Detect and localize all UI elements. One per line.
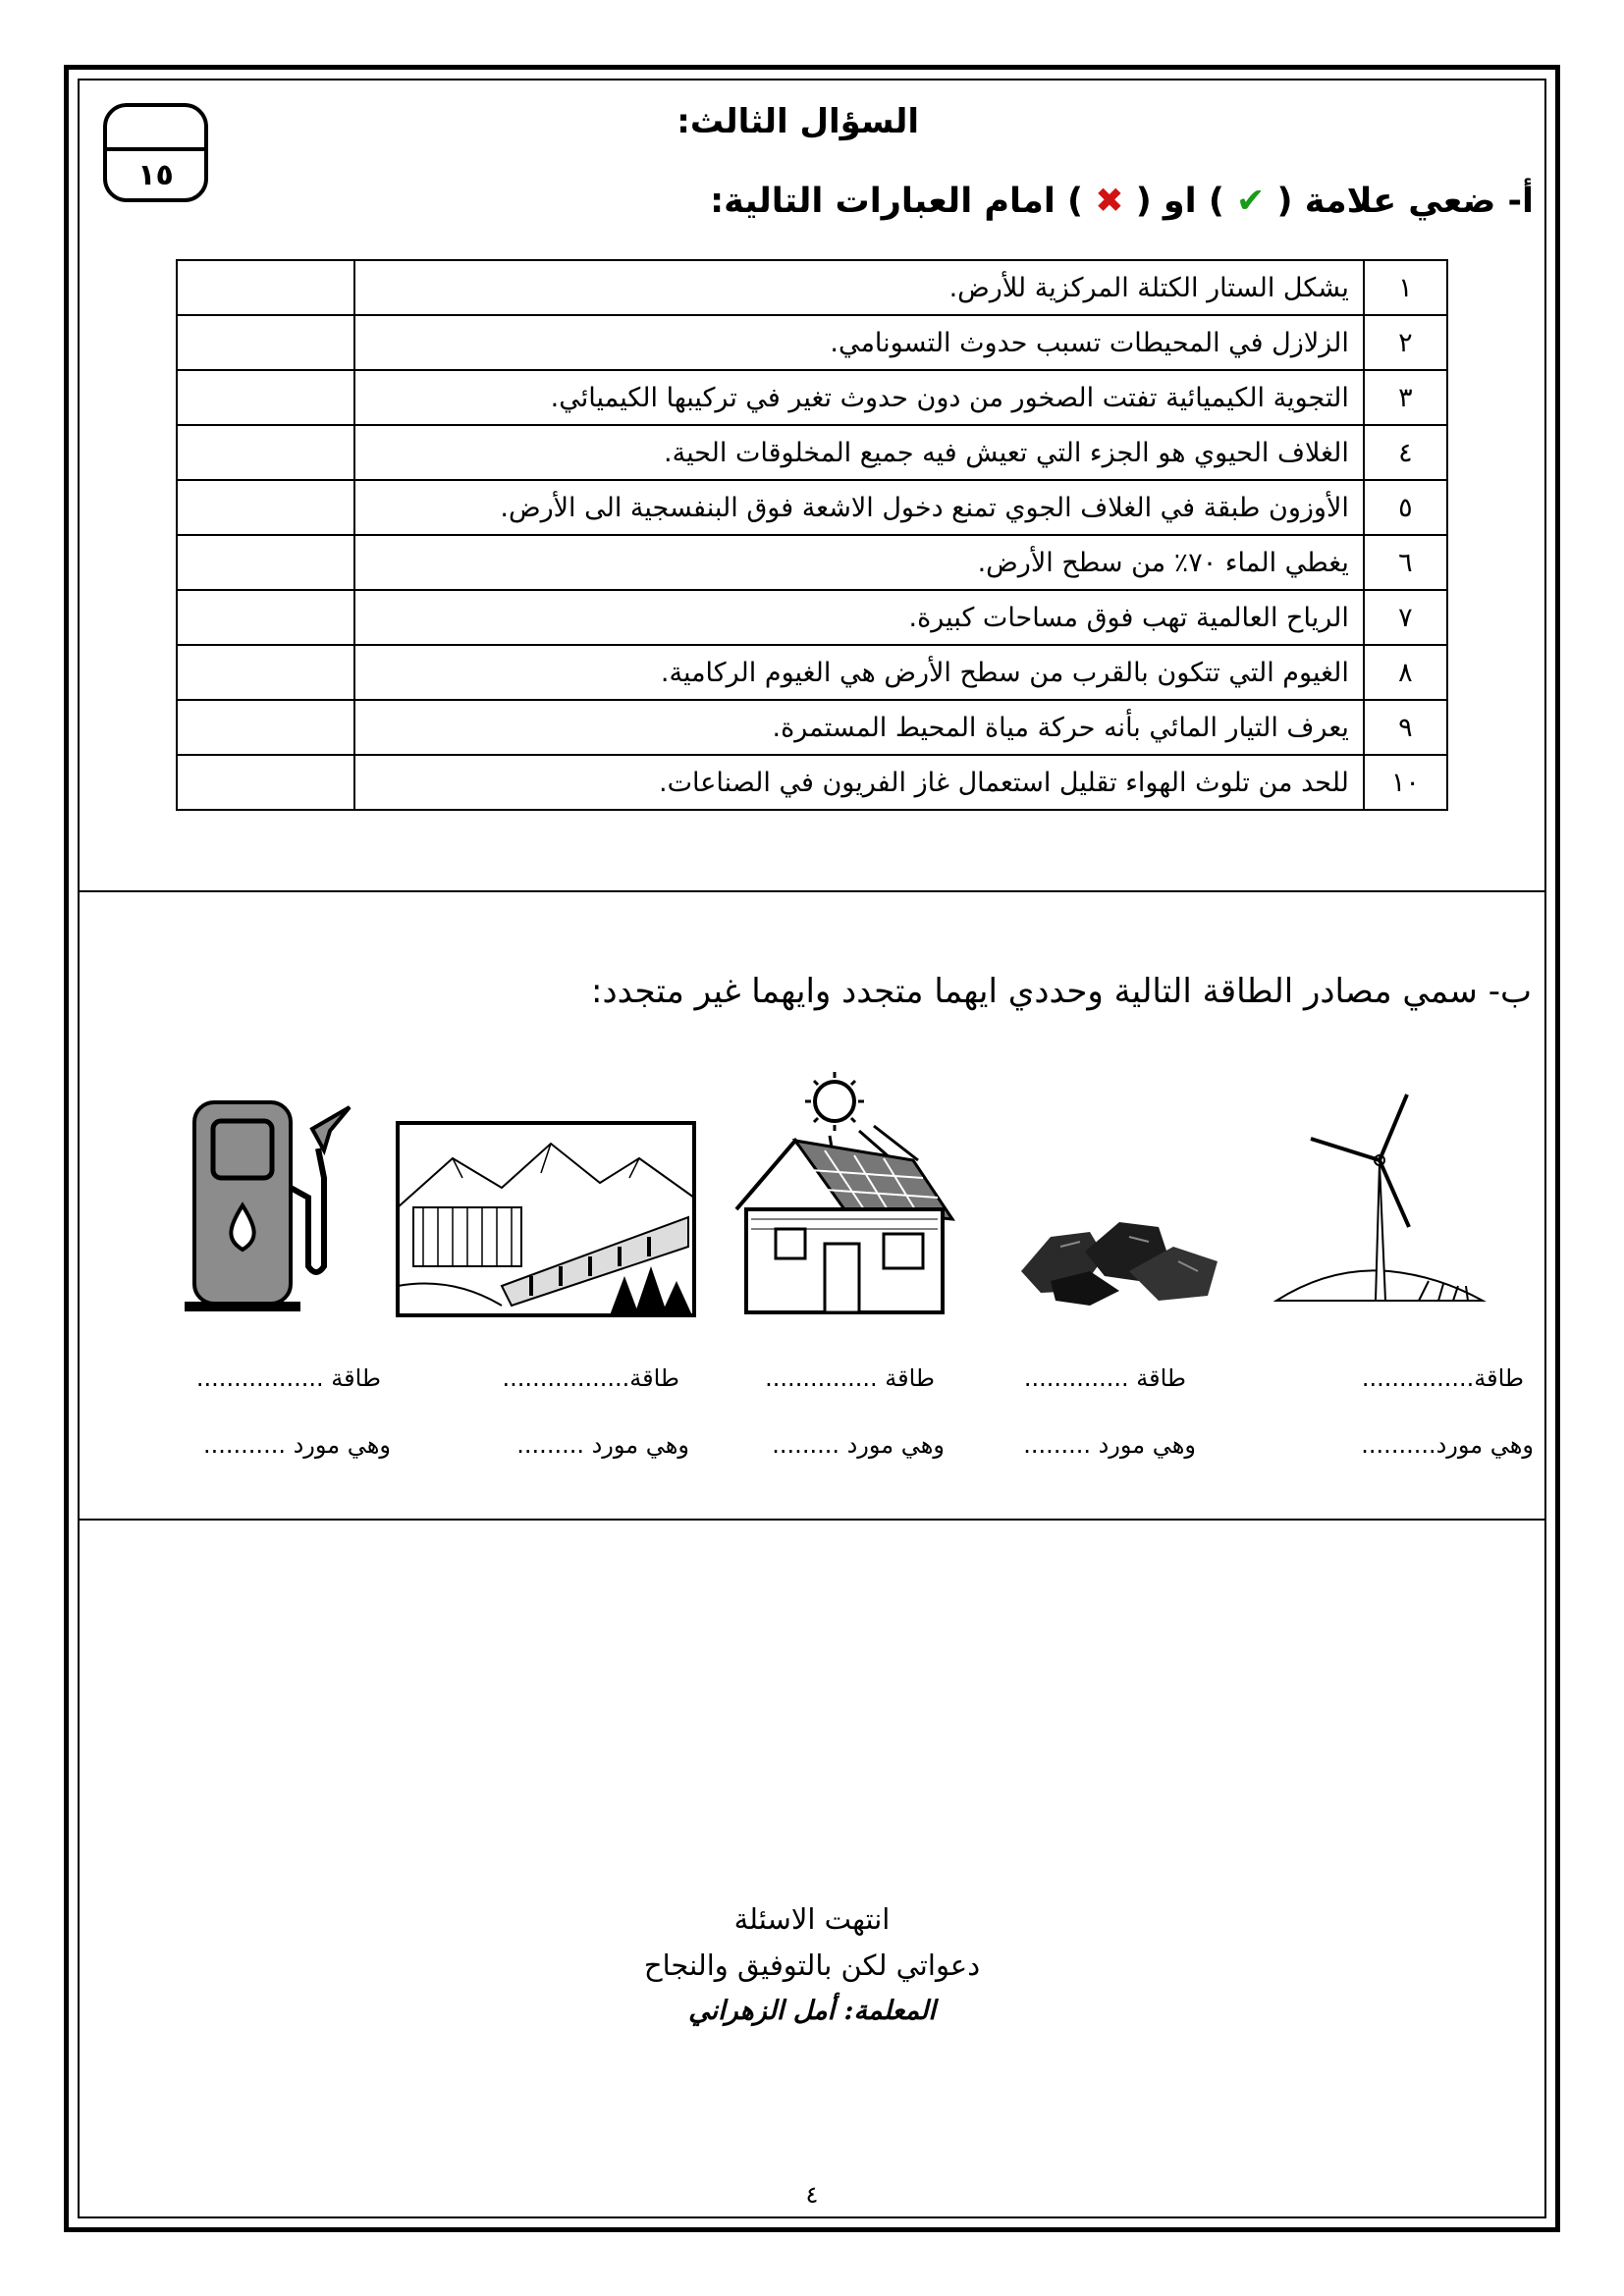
table-row: [177, 645, 1447, 700]
teacher-signature: المعلمة: أمل الزهراني: [688, 1996, 936, 2026]
answer-cell[interactable]: [177, 535, 354, 590]
resource-type-blank[interactable]: وهي مورد .........: [772, 1431, 945, 1459]
energy-name-blank[interactable]: طاقة...............: [1361, 1364, 1524, 1392]
resource-type-blank[interactable]: وهي مورد ...........: [203, 1431, 391, 1459]
cross-mark-icon: ✖: [1095, 182, 1124, 221]
answer-cell[interactable]: [177, 260, 354, 315]
statement-text: التجوية الكيميائية تفتت الصخور من دون حدوث تغير في تركيبها الكيميائي.: [354, 370, 1364, 425]
row-number: ٣: [1364, 370, 1447, 425]
answer-cell[interactable]: [177, 590, 354, 645]
row-number: ٩: [1364, 700, 1447, 755]
statement-text: يغطي الماء ٧٠٪ من سطح الأرض.: [354, 535, 1364, 590]
table-row: [177, 260, 1447, 315]
resource-type-blank[interactable]: وهي مورد .........: [516, 1431, 689, 1459]
solar-house-icon: [727, 1072, 962, 1317]
fuel-pump-icon: [98, 1070, 378, 1325]
statement-text: الأوزون طبقة في الغلاف الجوي تمنع دخول الاشعة فوق البنفسجية الى الأرض.: [354, 480, 1364, 535]
answer-cell[interactable]: [177, 315, 354, 370]
energy-name-blank[interactable]: طاقة ..............: [1023, 1364, 1186, 1392]
page-number: ٤: [805, 2181, 819, 2209]
answer-cell[interactable]: [177, 480, 354, 535]
table-row: [177, 425, 1447, 480]
score-box: [103, 103, 208, 202]
score-divider: [107, 147, 204, 151]
check-mark-icon: ✔: [1236, 182, 1266, 221]
statement-text: الزلازل في المحيطات تسبب حدوث التسونامي.: [354, 315, 1364, 370]
statements-table: [176, 259, 1448, 811]
wind-turbine-icon: [1272, 1090, 1488, 1315]
part-a-instruction: [710, 182, 1534, 221]
statement-text: يعرف التيار المائي بأنه حركة مياة المحيط المستمرة.: [354, 700, 1364, 755]
row-number: ٦: [1364, 535, 1447, 590]
statement-text: للحد من تلوث الهواء تقليل استعمال غاز الفريون في الصناعات.: [354, 755, 1364, 810]
closing-line-2: دعواتي لكن بالتوفيق والنجاح: [643, 1949, 981, 1982]
hydroelectric-dam-icon: [394, 1119, 698, 1320]
row-number: ١٠: [1364, 755, 1447, 810]
section-divider-2: [78, 1519, 1546, 1521]
question-title: السؤال الثالث:: [677, 102, 919, 141]
part-a-between: ) او (: [1135, 182, 1224, 221]
answer-cell[interactable]: [177, 645, 354, 700]
statement-text: الرياح العالمية تهب فوق مساحات كبيرة.: [354, 590, 1364, 645]
row-number: ١: [1364, 260, 1447, 315]
part-a-suffix: ) امام العبارات التالية:: [710, 182, 1084, 221]
table-row: [177, 590, 1447, 645]
section-divider-1: [78, 890, 1546, 892]
row-number: ٥: [1364, 480, 1447, 535]
statement-text: يشكل الستار الكتلة المركزية للأرض.: [354, 260, 1364, 315]
table-row: [177, 700, 1447, 755]
answer-cell[interactable]: [177, 700, 354, 755]
score-value: ١٥: [137, 158, 174, 192]
part-a-prefix: أ- ضعي علامة (: [1276, 182, 1534, 221]
row-number: ٢: [1364, 315, 1447, 370]
answer-cell[interactable]: [177, 425, 354, 480]
statement-text: الغيوم التي تتكون بالقرب من سطح الأرض هي الغيوم الركامية.: [354, 645, 1364, 700]
statement-text: الغلاف الحيوي هو الجزء التي تعيش فيه جميع المخلوقات الحية.: [354, 425, 1364, 480]
resource-type-blank[interactable]: وهي مورد..........: [1361, 1431, 1534, 1459]
coal-icon: [1011, 1202, 1227, 1310]
table-row: [177, 370, 1447, 425]
energy-name-blank[interactable]: طاقة ...............: [765, 1364, 935, 1392]
answer-cell[interactable]: [177, 370, 354, 425]
row-number: ٨: [1364, 645, 1447, 700]
energy-name-blank[interactable]: طاقة.................: [502, 1364, 679, 1392]
row-number: ٤: [1364, 425, 1447, 480]
resource-type-blank[interactable]: وهي مورد .........: [1023, 1431, 1196, 1459]
answer-cell[interactable]: [177, 755, 354, 810]
closing-line-1: انتهت الاسئلة: [733, 1902, 891, 1936]
table-row: [177, 315, 1447, 370]
table-row: [177, 535, 1447, 590]
table-row: [177, 480, 1447, 535]
part-b-instruction: ب- سمي مصادر الطاقة التالية وحددي ايهما متجدد وايهما غير متجدد:: [591, 972, 1532, 1011]
table-row: [177, 755, 1447, 810]
energy-name-blank[interactable]: طاقة .................: [195, 1364, 381, 1392]
row-number: ٧: [1364, 590, 1447, 645]
